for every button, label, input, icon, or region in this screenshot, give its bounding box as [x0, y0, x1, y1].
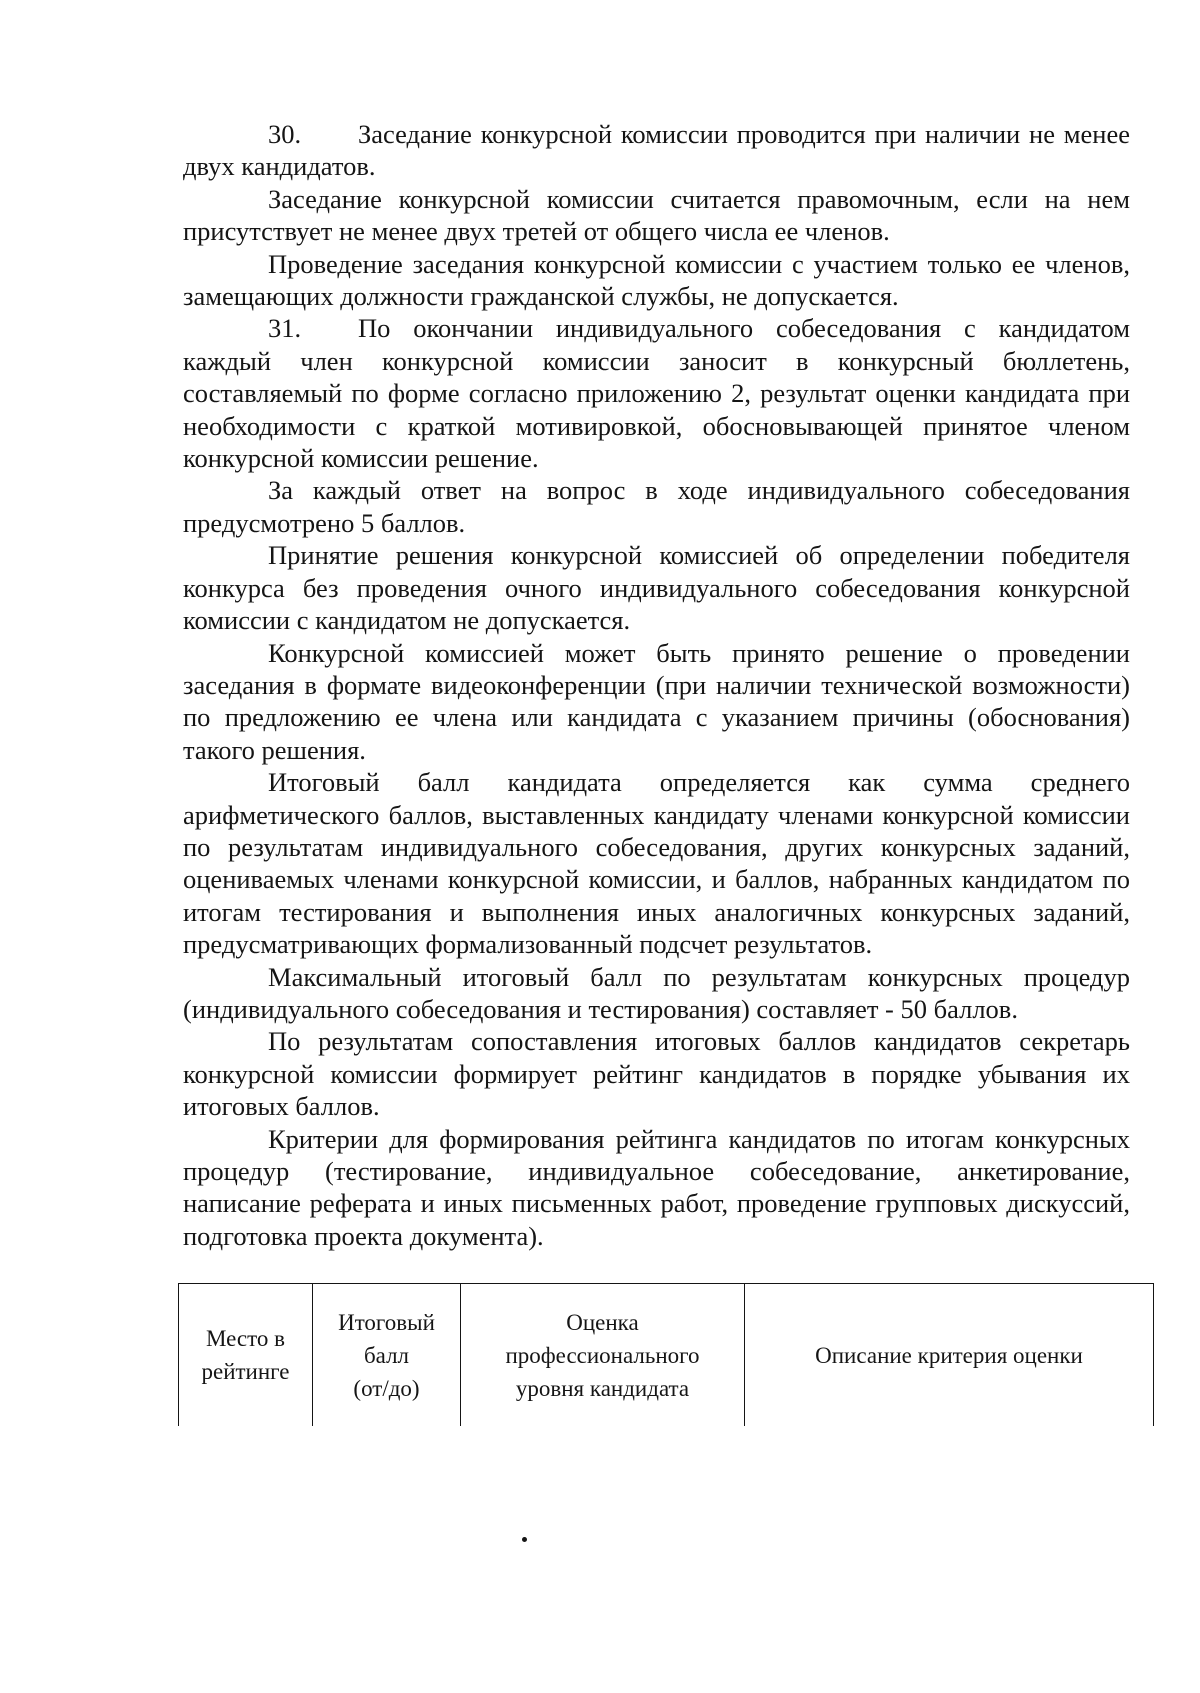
- paragraph-text: Итоговый балл кандидата определяется как сумма среднего арифметического баллов, выставленных кандидату членами конкурсной комиссии по результатам индивидуального собеседования, других конкурсных заданий, оцениваемых членами конкурсной комиссии, и баллов, набранных кандидатом по итогам тестирования и выполнения иных аналогичных конкурсных заданий, предусматривающих формализованный подсчет результатов.: [183, 767, 1130, 960]
- header-line: Итоговый: [338, 1309, 435, 1335]
- header-rank-place: [179, 1284, 313, 1427]
- paragraph-text: Принятие решения конкурсной комиссией об определении победителя конкурса без проведения очного индивидуального собеседования конкурсной комиссии с кандидатом не допускается.: [183, 540, 1130, 636]
- header-criterion-description: [745, 1284, 1154, 1427]
- header-line: уровня кандидата: [515, 1375, 690, 1401]
- paragraph-text: За каждый ответ на вопрос в ходе индивидуального собеседования предусмотрено 5 баллов.: [183, 475, 1130, 538]
- rating-criteria-table: [178, 1283, 1154, 1426]
- paragraph-text: Заседание конкурсной комиссии считается правомочным, если на нем присутствует не менее двух третей от общего числа ее членов.: [183, 183, 1130, 247]
- paragraph: [183, 248, 1130, 313]
- paragraph-30: [183, 118, 1130, 183]
- header-line: Место в: [206, 1326, 285, 1351]
- paragraph: [183, 183, 1130, 248]
- scan-mark: [522, 1537, 527, 1542]
- header-line: профессионального: [505, 1342, 700, 1368]
- paragraph: [183, 1025, 1130, 1122]
- paragraph: [183, 637, 1130, 767]
- header-line: балл: [363, 1342, 410, 1368]
- paragraph: [183, 539, 1130, 636]
- header-final-score: [313, 1284, 461, 1427]
- paragraph: [183, 766, 1130, 960]
- paragraph-text: По результатам сопоставления итоговых баллов кандидатов секретарь конкурсной комиссии формирует рейтинг кандидатов в порядке убывания их итоговых баллов.: [183, 1026, 1130, 1122]
- item-number: 30.: [268, 119, 302, 149]
- paragraph-31: [183, 312, 1130, 474]
- paragraph-text: Заседание конкурсной комиссии проводится при наличии не менее двух кандидатов.: [183, 119, 1130, 182]
- header-line: (от/до): [353, 1375, 420, 1401]
- paragraph-text: Проведение заседания конкурсной комиссии с участием только ее членов, замещающих должности гражданской службы, не допускается.: [183, 248, 1130, 312]
- header-line: Описание критерия оценки: [815, 1342, 1083, 1368]
- paragraph-text: Критерии для формирования рейтинга кандидатов по итогам конкурсных процедур (тестирование, индивидуальное собеседование, анкетирование, написание реферата и иных письменных работ, проведение групповых дискуссий, подготовка проекта документа).: [183, 1123, 1130, 1251]
- paragraph: [183, 474, 1130, 539]
- table-header-row: [179, 1284, 1154, 1427]
- document-body: [183, 118, 1130, 1252]
- paragraph: [183, 1123, 1130, 1253]
- paragraph-text: По окончании индивидуального собеседования с кандидатом каждый член конкурсной комиссии заносит в конкурсный бюллетень, составляемый по форме согласно приложению 2, результат оценки кандидата при необходимости с краткой мотивировкой, обосновывающей принятое членом конкурсной комиссии решение.: [183, 313, 1130, 474]
- item-number: 31.: [268, 313, 302, 344]
- header-professional-level: [461, 1284, 745, 1427]
- header-line: Оценка: [566, 1309, 639, 1335]
- paragraph-text: Максимальный итоговый балл по результатам конкурсных процедур (индивидуального собеседования и тестирования) составляет - 50 баллов.: [183, 961, 1130, 1024]
- paragraph-text: Конкурсной комиссией может быть принято решение о проведении заседания в формате видеоконференции (при наличии технической возможности) по предложению ее члена или кандидата с указанием причины (обоснования) такого решения.: [183, 637, 1130, 765]
- header-line: рейтинге: [201, 1359, 290, 1384]
- paragraph: [183, 961, 1130, 1026]
